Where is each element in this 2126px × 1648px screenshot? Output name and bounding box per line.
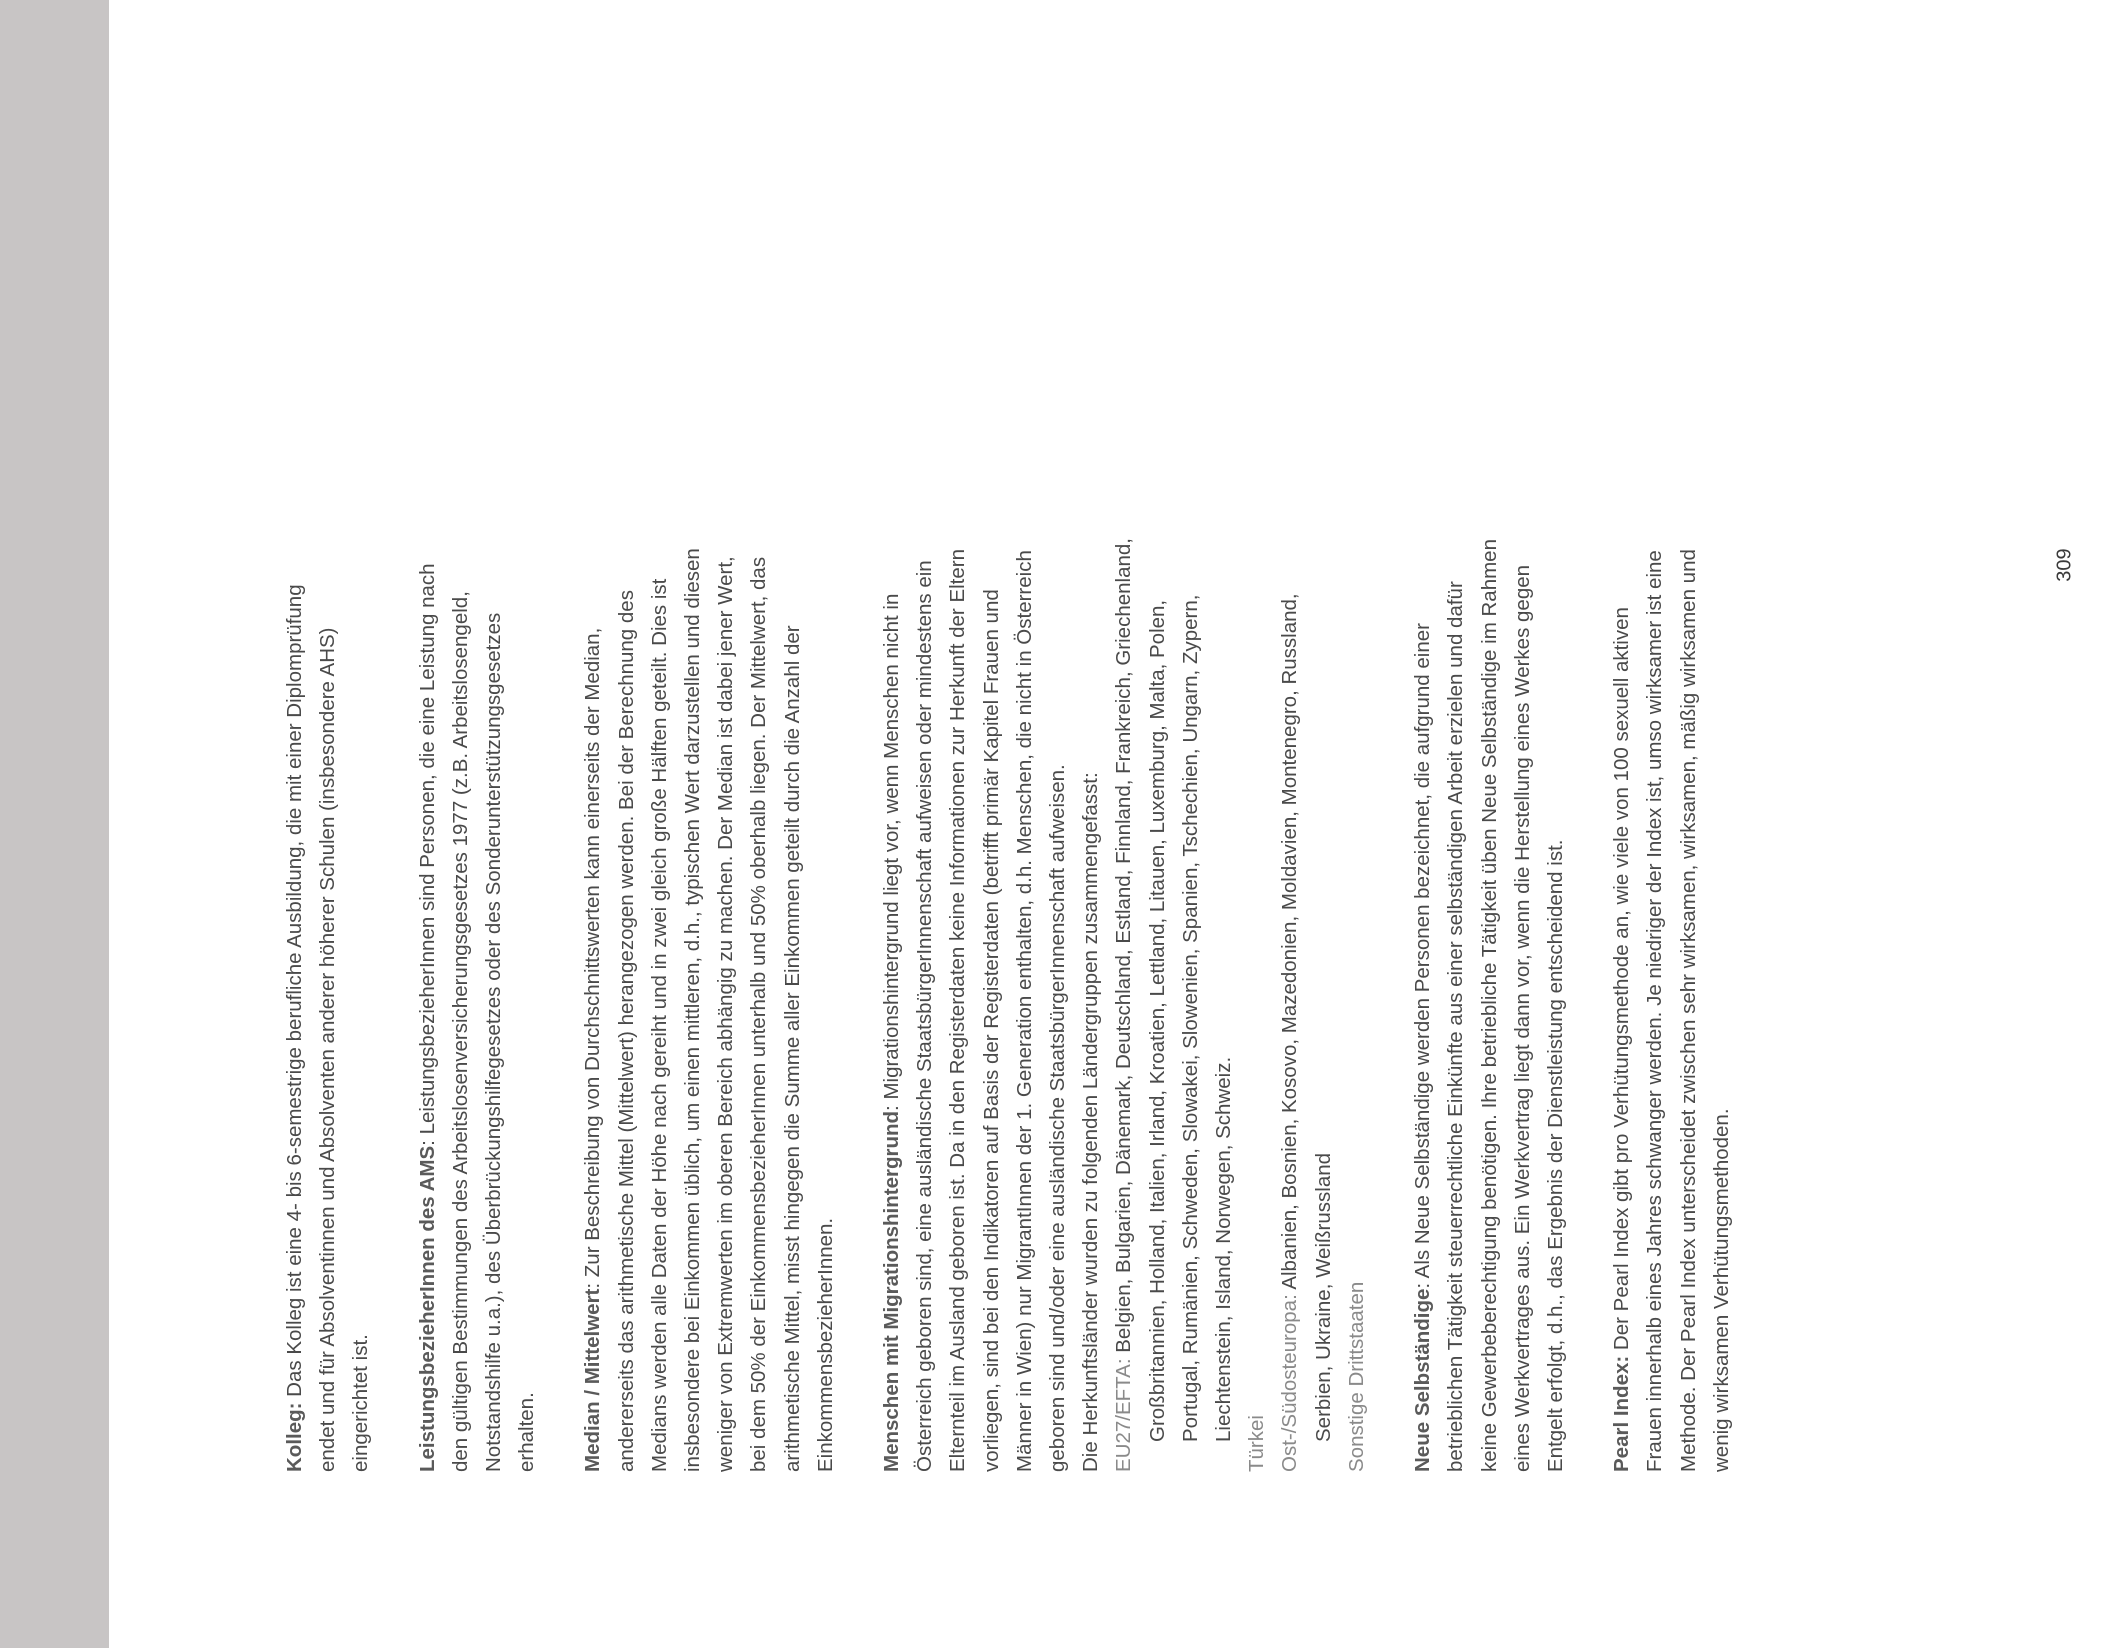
glossary-text-block	[278, 537, 1771, 1472]
group-ost-list: Albanien, Bosnien, Kosovo, Mazedonien, Moldavien, Montenegro, Russland, Serbien, Ukraine, Weißrussland	[1278, 593, 1335, 1442]
group-eu-efta	[1107, 537, 1240, 1472]
term-median: Median / Mittelwert	[581, 1288, 605, 1472]
term-migration: Menschen mit Migrationshintergrund	[880, 1110, 904, 1472]
migration-groups-intro: Die Herkunftsländer wurden zu folgenden Ländergruppen zusammengefasst:	[1079, 772, 1103, 1472]
glossary-entry-median	[576, 537, 842, 1472]
group-ost-label: Ost-/Südosteuropa:	[1278, 1294, 1302, 1472]
glossary-entry-migration	[875, 537, 1373, 1472]
group-eu-label: EU27/EFTA:	[1112, 1358, 1136, 1472]
group-turkey: Türkei	[1245, 1415, 1269, 1472]
glossary-entry-neue-selbstaendige	[1406, 537, 1572, 1472]
definition-pearl-index: Der Pearl Index gibt pro Verhütungsmethode an, wie viele von 100 sexuell aktiven Frauen innerhalb eines Jahres schwanger werden. Je niedriger der Index ist, umso wirksamer ist eine Methode. Der Pearl Index unterscheidet zwischen sehr wirksamen, wirksamen, mäßig wirksamen und wenig wirksamen Verhütungsmethoden.	[1610, 549, 1733, 1472]
page-number-text: 309	[2053, 548, 2076, 582]
definition-migration: : Migrationshintergrund liegt vor, wenn Menschen nicht in Österreich geboren sind, eine ausländische StaatsbürgerInnenschaft aufweisen oder mindestens ein Elternteil im Ausland geboren ist. Da in den Registerdaten keine Informationen zur Herkunft der Eltern vorliegen, sind bei den Indikatoren auf Basis der Registerdaten (betrifft primär Kapitel Frauen und Männer in Wien) nur MigrantInnen der 1. Generation enthalten, d.h. Menschen, die nicht in Österreich geboren sind und/oder eine ausländische StaatsbürgerInnenschaft aufweisen.	[880, 548, 1070, 1472]
definition-leistungsbezieher: : LeistungsbezieherInnen sind Personen, die eine Leistung nach den gültigen Bestimmungen des Arbeitslosenversicherungsgesetzes 1977 (z.B. Arbeitslosengeld, Notstandshilfe u.a.), des Überbrückungshilfegesetzes oder des Sonderunterstützungsgesetzes erhalten.	[415, 563, 539, 1472]
glossary-entry-pearl-index	[1605, 537, 1738, 1472]
definition-kolleg: Das Kolleg ist eine 4- bis 6-semestrige berufliche Ausbildung, die mit einer Diplomprüfung endet und für Absolventinnen und Absolventen anderer höherer Schulen (insbesondere AHS) eingerichtet ist.	[283, 584, 373, 1472]
term-pearl-index: Pearl Index:	[1610, 1355, 1634, 1472]
definition-median: : Zur Beschreibung von Durchschnittswerten kann einerseits der Median, andererseits das arithmetische Mittel (Mittelwert) herangezogen werden. Bei der Berechnung des Medians werden alle Daten der Höhe nach gereiht und in zwei gleich große Hälften geteilt. Dies ist insbesondere bei Einkommen üblich, um einen mittleren, d.h., typischen Wert darzustellen und diesen weniger von Extremwerten im oberen Bereich abhängig zu machen. Der Median ist dabei jener Wert, bei dem 50% der EinkommensbezieherInnen unterhalb und 50% oberhalb liegen. Der Mittelwert, das arithmetische Mittel, misst hingegen die Summe aller Einkommen geteilt durch die Anzahl der EinkommensbezieherInnen.	[581, 548, 837, 1472]
glossary-entry-kolleg	[278, 537, 378, 1472]
glossary-entry-leistungsbezieher	[411, 537, 544, 1472]
page-number	[2050, 545, 2080, 585]
group-other: Sonstige Drittstaaten	[1344, 1281, 1368, 1472]
side-margin-bar	[0, 0, 109, 1648]
term-leistungsbezieher: LeistungsbezieherInnen des AMS	[415, 1145, 439, 1472]
definition-neue-selbstaendige: : Als Neue Selbständige werden Personen bezeichnet, die aufgrund einer betrieblichen Tätigkeit steuerrechtliche Einkünfte aus einer selbständigen Arbeit erzielen und dafür keine Gewerbeberechtigung benötigen. Ihre betriebliche Tätigkeit üben Neue Selbständige im Rahmen eines Werkvertrages aus. Ein Werkvertrag liegt dann vor, wenn die Herstellung eines Werkes gegen Entgelt erfolgt, d.h., das Ergebnis der Dienstleistung entscheidend ist.	[1411, 539, 1567, 1472]
term-neue-selbstaendige: Neue Selbständige	[1411, 1288, 1435, 1472]
term-kolleg: Kolleg:	[283, 1402, 306, 1472]
group-eu-list: Belgien, Bulgarien, Dänemark, Deutschland, Estland, Finnland, Frankreich, Griechenland, Großbritannien, Holland, Italien, Irland, Kroatien, Lettland, Litauen, Luxemburg, Malta, Polen, Portugal, Rumänien, Schweden, Slowakei, Slowenien, Spanien, Tschechien, Ungarn, Zypern, Liechtenstein, Island, Norwegen, Schweiz.	[1112, 538, 1236, 1442]
group-ost-suedost	[1273, 537, 1339, 1472]
